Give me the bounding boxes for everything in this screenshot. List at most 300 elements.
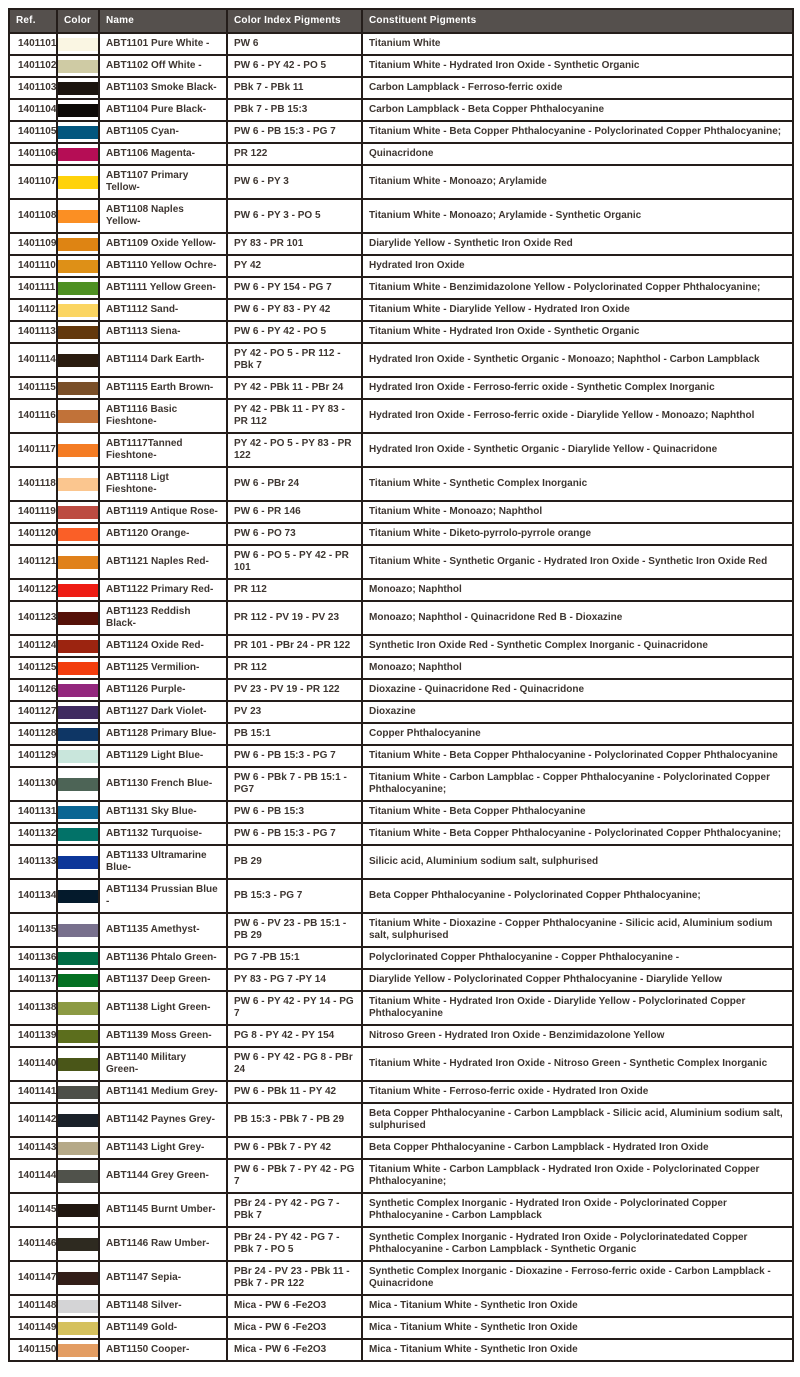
color-cell [57, 343, 99, 377]
table-row [9, 55, 793, 77]
paint-name: ABT1116 Basic Fieshtone- [99, 399, 227, 433]
paint-name: ABT1142 Paynes Grey- [99, 1103, 227, 1137]
color-index-pigments: PR 112 [227, 657, 362, 679]
color-index-pigments: PW 6 - PY 42 - PY 14 - PG 7 [227, 991, 362, 1025]
table-row [9, 165, 793, 199]
paint-name: ABT1111 Yellow Green- [99, 277, 227, 299]
color-swatch [58, 1238, 98, 1251]
constituent-pigments: Beta Copper Phthalocyanine - Carbon Lampblack - Silicic acid, Aluminium sodium salt, sulphurised [362, 1103, 793, 1137]
color-swatch [58, 354, 98, 367]
color-swatch [58, 556, 98, 569]
color-index-pigments: PW 6 - PY 83 - PY 42 [227, 299, 362, 321]
ref-value: 1401123 [9, 601, 57, 635]
color-swatch [58, 584, 98, 597]
color-index-pigments: PBr 24 - PV 23 - PBk 11 - PBk 7 - PR 122 [227, 1261, 362, 1295]
color-swatch [58, 506, 98, 519]
paint-name: ABT1138 Light Green- [99, 991, 227, 1025]
paint-name: ABT1139 Moss Green- [99, 1025, 227, 1047]
table-row [9, 1339, 793, 1361]
color-cell [57, 823, 99, 845]
color-swatch [58, 1204, 98, 1217]
color-cell [57, 969, 99, 991]
constituent-pigments: Dioxazine [362, 701, 793, 723]
table-row [9, 913, 793, 947]
table-row [9, 679, 793, 701]
constituent-pigments: Mica - Titanium White - Synthetic Iron Oxide [362, 1317, 793, 1339]
paint-name: ABT1143 Light Grey- [99, 1137, 227, 1159]
color-swatch [58, 260, 98, 273]
color-cell [57, 433, 99, 467]
color-swatch [58, 238, 98, 251]
table-row [9, 579, 793, 601]
table-row [9, 657, 793, 679]
paint-name: ABT1109 Oxide Yellow- [99, 233, 227, 255]
ref-value: 1401119 [9, 501, 57, 523]
table-row [9, 1081, 793, 1103]
color-cell [57, 801, 99, 823]
color-cell [57, 255, 99, 277]
paint-name: ABT1114 Dark Earth- [99, 343, 227, 377]
color-swatch [58, 148, 98, 161]
constituent-pigments: Mica - Titanium White - Synthetic Iron Oxide [362, 1295, 793, 1317]
constituent-pigments: Titanium White [362, 33, 793, 55]
constituent-pigments: Titanium White - Monoazo; Arylamide [362, 165, 793, 199]
paint-name: ABT1120 Orange- [99, 523, 227, 545]
constituent-pigments: Monoazo; Naphthol [362, 657, 793, 679]
constituent-pigments: Hydrated Iron Oxide [362, 255, 793, 277]
color-cell [57, 1339, 99, 1361]
paint-name: ABT1134 Prussian Blue - [99, 879, 227, 913]
table-row [9, 199, 793, 233]
paint-name: ABT1140 Military Green- [99, 1047, 227, 1081]
ref-value: 1401139 [9, 1025, 57, 1047]
table-row [9, 1103, 793, 1137]
ref-value: 1401121 [9, 545, 57, 579]
ref-value: 1401109 [9, 233, 57, 255]
color-index-pigments: PW 6 - PO 5 - PY 42 - PR 101 [227, 545, 362, 579]
color-swatch [58, 1142, 98, 1155]
color-index-pigments: PW 6 - PV 23 - PB 15:1 - PB 29 [227, 913, 362, 947]
color-swatch [58, 210, 98, 223]
table-row [9, 467, 793, 501]
ref-value: 1401118 [9, 467, 57, 501]
ref-value: 1401115 [9, 377, 57, 399]
constituent-pigments: Synthetic Complex Inorganic - Dioxazine - Ferroso-ferric oxide - Carbon Lampblack - Quinacridone [362, 1261, 793, 1295]
color-cell [57, 601, 99, 635]
paint-name: ABT1117Tanned Fieshtone- [99, 433, 227, 467]
color-index-pigments: PV 23 [227, 701, 362, 723]
color-index-pigments: PBr 24 - PY 42 - PG 7 - PBk 7 - PO 5 [227, 1227, 362, 1261]
color-swatch [58, 410, 98, 423]
constituent-pigments: Titanium White - Monoazo; Arylamide - Synthetic Organic [362, 199, 793, 233]
paint-name: ABT1150 Cooper- [99, 1339, 227, 1361]
paint-name: ABT1119 Antique Rose- [99, 501, 227, 523]
table-row [9, 433, 793, 467]
color-cell [57, 1317, 99, 1339]
color-index-pigments: PW 6 - PY 3 [227, 165, 362, 199]
color-index-pigments: PB 29 [227, 845, 362, 879]
color-index-pigments: PW 6 [227, 33, 362, 55]
ref-value: 1401134 [9, 879, 57, 913]
ref-value: 1401116 [9, 399, 57, 433]
color-swatch [58, 82, 98, 95]
constituent-pigments: Synthetic Iron Oxide Red - Synthetic Complex Inorganic - Quinacridone [362, 635, 793, 657]
color-cell [57, 991, 99, 1025]
color-swatch [58, 126, 98, 139]
paint-name: ABT1127 Dark Violet- [99, 701, 227, 723]
color-swatch [58, 304, 98, 317]
ref-value: 1401146 [9, 1227, 57, 1261]
color-index-pigments: PW 6 - PY 3 - PO 5 [227, 199, 362, 233]
color-index-pigments: PR 122 [227, 143, 362, 165]
color-swatch [58, 890, 98, 903]
paint-name: ABT1122 Primary Red- [99, 579, 227, 601]
color-swatch [58, 444, 98, 457]
color-index-pigments: PW 6 - PO 73 [227, 523, 362, 545]
color-cell [57, 299, 99, 321]
table-row [9, 299, 793, 321]
ref-value: 1401124 [9, 635, 57, 657]
color-cell [57, 879, 99, 913]
color-cell [57, 501, 99, 523]
ref-value: 1401144 [9, 1159, 57, 1193]
color-swatch [58, 528, 98, 541]
color-cell [57, 579, 99, 601]
color-index-pigments: PY 42 [227, 255, 362, 277]
ref-value: 1401108 [9, 199, 57, 233]
constituent-pigments: Nitroso Green - Hydrated Iron Oxide - Benzimidazolone Yellow [362, 1025, 793, 1047]
color-cell [57, 657, 99, 679]
table-row [9, 845, 793, 879]
ref-value: 1401114 [9, 343, 57, 377]
color-cell [57, 199, 99, 233]
color-index-pigments: PY 42 - PBk 11 - PBr 24 [227, 377, 362, 399]
constituent-pigments: Diarylide Yellow - Synthetic Iron Oxide Red [362, 233, 793, 255]
color-cell [57, 701, 99, 723]
color-swatch [58, 728, 98, 741]
color-swatch [58, 662, 98, 675]
table-row [9, 601, 793, 635]
color-index-pigments: Mica - PW 6 -Fe2O3 [227, 1317, 362, 1339]
constituent-pigments: Silicic acid, Aluminium sodium salt, sulphurised [362, 845, 793, 879]
color-index-pigments: PW 6 - PB 15:3 - PG 7 [227, 745, 362, 767]
paint-name: ABT1124 Oxide Red- [99, 635, 227, 657]
color-cell [57, 233, 99, 255]
constituent-pigments: Synthetic Complex Inorganic - Hydrated Iron Oxide - Polyclorinatedated Copper Phthalocyanine - Carbon Lampblack - Synthetic Organic [362, 1227, 793, 1261]
color-index-pigments: PW 6 - PY 154 - PG 7 [227, 277, 362, 299]
color-cell [57, 845, 99, 879]
table-header [9, 9, 793, 33]
header-color: Color [57, 9, 99, 33]
color-index-pigments: PW 6 - PY 42 - PO 5 [227, 321, 362, 343]
color-index-pigments: PR 112 [227, 579, 362, 601]
paint-name: ABT1148 Silver- [99, 1295, 227, 1317]
constituent-pigments: Synthetic Complex Inorganic - Hydrated Iron Oxide - Polyclorinated Copper Phthalocyanine - Carbon Lampblack [362, 1193, 793, 1227]
table-row [9, 1025, 793, 1047]
ref-value: 1401145 [9, 1193, 57, 1227]
constituent-pigments: Hydrated Iron Oxide - Ferroso-ferric oxide - Synthetic Complex Inorganic [362, 377, 793, 399]
pigment-table [8, 8, 794, 1362]
table-row [9, 723, 793, 745]
paint-name: ABT1132 Turquoise- [99, 823, 227, 845]
color-index-pigments: PV 23 - PV 19 - PR 122 [227, 679, 362, 701]
table-row [9, 99, 793, 121]
ref-value: 1401141 [9, 1081, 57, 1103]
color-swatch [58, 924, 98, 937]
color-cell [57, 1081, 99, 1103]
table-row [9, 991, 793, 1025]
paint-name: ABT1131 Sky Blue- [99, 801, 227, 823]
ref-value: 1401105 [9, 121, 57, 143]
color-cell [57, 1261, 99, 1295]
constituent-pigments: Titanium White - Synthetic Complex Inorganic [362, 467, 793, 501]
color-cell [57, 55, 99, 77]
table-row [9, 343, 793, 377]
constituent-pigments: Titanium White - Synthetic Organic - Hydrated Iron Oxide - Synthetic Iron Oxide Red [362, 545, 793, 579]
color-index-pigments: Mica - PW 6 -Fe2O3 [227, 1295, 362, 1317]
color-swatch [58, 1170, 98, 1183]
table-row [9, 33, 793, 55]
ref-value: 1401132 [9, 823, 57, 845]
paint-name: ABT1135 Amethyst- [99, 913, 227, 947]
paint-name: ABT1123 Reddish Black- [99, 601, 227, 635]
table-row [9, 1047, 793, 1081]
constituent-pigments: Titanium White - Monoazo; Naphthol [362, 501, 793, 523]
paint-name: ABT1115 Earth Brown- [99, 377, 227, 399]
paint-name: ABT1125 Vermilion- [99, 657, 227, 679]
table-row [9, 501, 793, 523]
color-index-pigments: PBk 7 - PB 15:3 [227, 99, 362, 121]
paint-name: ABT1137 Deep Green- [99, 969, 227, 991]
table-row [9, 745, 793, 767]
paint-name: ABT1107 Primary Tellow- [99, 165, 227, 199]
constituent-pigments: Titanium White - Beta Copper Phthalocyanine - Polyclorinated Copper Phthalocyanine; [362, 121, 793, 143]
color-swatch [58, 38, 98, 51]
ref-value: 1401147 [9, 1261, 57, 1295]
table-row [9, 1295, 793, 1317]
ref-value: 1401127 [9, 701, 57, 723]
ref-value: 1401112 [9, 299, 57, 321]
table-row [9, 1317, 793, 1339]
constituent-pigments: Diarylide Yellow - Polyclorinated Copper Phthalocyanine - Diarylide Yellow [362, 969, 793, 991]
color-index-pigments: PW 6 - PB 15:3 [227, 801, 362, 823]
constituent-pigments: Titanium White - Diketo-pyrrolo-pyrrole orange [362, 523, 793, 545]
table-row [9, 801, 793, 823]
color-index-pigments: PBr 24 - PY 42 - PG 7 - PBk 7 [227, 1193, 362, 1227]
constituent-pigments: Hydrated Iron Oxide - Ferroso-ferric oxide - Diarylide Yellow - Monoazo; Naphthol [362, 399, 793, 433]
table-row [9, 767, 793, 801]
ref-value: 1401131 [9, 801, 57, 823]
color-index-pigments: PR 101 - PBr 24 - PR 122 [227, 635, 362, 657]
header-name: Name [99, 9, 227, 33]
table-row [9, 947, 793, 969]
paint-name: ABT1110 Yellow Ochre- [99, 255, 227, 277]
constituent-pigments: Beta Copper Phthalocyanine - Carbon Lampblack - Hydrated Iron Oxide [362, 1137, 793, 1159]
color-index-pigments: PW 6 - PY 42 - PO 5 [227, 55, 362, 77]
color-cell [57, 467, 99, 501]
color-cell [57, 723, 99, 745]
color-swatch [58, 1344, 98, 1357]
constituent-pigments: Beta Copper Phthalocyanine - Polyclorinated Copper Phthalocyanine; [362, 879, 793, 913]
color-swatch [58, 1030, 98, 1043]
color-cell [57, 545, 99, 579]
color-cell [57, 99, 99, 121]
color-cell [57, 523, 99, 545]
color-cell [57, 1159, 99, 1193]
color-swatch [58, 60, 98, 73]
ref-value: 1401138 [9, 991, 57, 1025]
color-cell [57, 947, 99, 969]
table-body [9, 33, 793, 1361]
constituent-pigments: Titanium White - Benzimidazolone Yellow - Polyclorinated Copper Phthalocyanine; [362, 277, 793, 299]
table-row [9, 1227, 793, 1261]
ref-value: 1401133 [9, 845, 57, 879]
color-index-pigments: PW 6 - PBk 11 - PY 42 [227, 1081, 362, 1103]
ref-value: 1401136 [9, 947, 57, 969]
color-cell [57, 77, 99, 99]
table-row [9, 823, 793, 845]
color-swatch [58, 828, 98, 841]
paint-name: ABT1126 Purple- [99, 679, 227, 701]
ref-value: 1401117 [9, 433, 57, 467]
table-row [9, 635, 793, 657]
paint-name: ABT1149 Gold- [99, 1317, 227, 1339]
constituent-pigments: Titanium White - Carbon Lampblac - Copper Phthalocyanine - Polyclorinated Copper Phthalocyanine; [362, 767, 793, 801]
paint-name: ABT1141 Medium Grey- [99, 1081, 227, 1103]
color-swatch [58, 1002, 98, 1015]
paint-name: ABT1102 Off White - [99, 55, 227, 77]
color-index-pigments: PY 83 - PG 7 -PY 14 [227, 969, 362, 991]
color-swatch [58, 974, 98, 987]
color-index-pigments: PY 83 - PR 101 [227, 233, 362, 255]
table-row [9, 277, 793, 299]
color-cell [57, 1295, 99, 1317]
constituent-pigments: Carbon Lampblack - Beta Copper Phthalocyanine [362, 99, 793, 121]
table-row [9, 233, 793, 255]
table-row [9, 879, 793, 913]
color-swatch [58, 1058, 98, 1071]
paint-name: ABT1133 Ultramarine Blue- [99, 845, 227, 879]
header-row [9, 9, 793, 33]
color-swatch [58, 640, 98, 653]
constituent-pigments: Titanium White - Hydrated Iron Oxide - Nitroso Green - Synthetic Complex Inorganic [362, 1047, 793, 1081]
ref-value: 1401129 [9, 745, 57, 767]
color-index-pigments: PW 6 - PBr 24 [227, 467, 362, 501]
constituent-pigments: Copper Phthalocyanine [362, 723, 793, 745]
color-swatch [58, 104, 98, 117]
paint-name: ABT1147 Sepia- [99, 1261, 227, 1295]
color-swatch [58, 952, 98, 965]
color-index-pigments: PY 42 - PO 5 - PR 112 - PBk 7 [227, 343, 362, 377]
ref-value: 1401128 [9, 723, 57, 745]
color-index-pigments: PY 42 - PBk 11 - PY 83 - PR 112 [227, 399, 362, 433]
color-swatch [58, 750, 98, 763]
color-cell [57, 1025, 99, 1047]
color-swatch [58, 706, 98, 719]
paint-name: ABT1144 Grey Green- [99, 1159, 227, 1193]
table-row [9, 701, 793, 723]
color-index-pigments: PB 15:3 - PBk 7 - PB 29 [227, 1103, 362, 1137]
color-index-pigments: PB 15:3 - PG 7 [227, 879, 362, 913]
ref-value: 1401125 [9, 657, 57, 679]
constituent-pigments: Titanium White - Beta Copper Phthalocyanine [362, 801, 793, 823]
constituent-pigments: Hydrated Iron Oxide - Synthetic Organic - Diarylide Yellow - Quinacridone [362, 433, 793, 467]
paint-name: ABT1101 Pure White - [99, 33, 227, 55]
ref-value: 1401106 [9, 143, 57, 165]
constituent-pigments: Titanium White - Diarylide Yellow - Hydrated Iron Oxide [362, 299, 793, 321]
ref-value: 1401126 [9, 679, 57, 701]
ref-value: 1401103 [9, 77, 57, 99]
color-swatch [58, 612, 98, 625]
table-row [9, 143, 793, 165]
ref-value: 1401102 [9, 55, 57, 77]
color-cell [57, 121, 99, 143]
paint-name: ABT1118 Ligt Fieshtone- [99, 467, 227, 501]
color-index-pigments: PB 15:1 [227, 723, 362, 745]
constituent-pigments: Titanium White - Hydrated Iron Oxide - Synthetic Organic [362, 55, 793, 77]
header-constituent-pigments: Constituent Pigments [362, 9, 793, 33]
paint-name: ABT1136 Phtalo Green- [99, 947, 227, 969]
color-swatch [58, 1322, 98, 1335]
ref-value: 1401143 [9, 1137, 57, 1159]
ref-value: 1401140 [9, 1047, 57, 1081]
ref-value: 1401120 [9, 523, 57, 545]
paint-name: ABT1105 Cyan- [99, 121, 227, 143]
header-color-index-pigments: Color Index Pigments [227, 9, 362, 33]
paint-name: ABT1108 Naples Yellow- [99, 199, 227, 233]
paint-name: ABT1129 Light Blue- [99, 745, 227, 767]
color-swatch [58, 1272, 98, 1285]
color-cell [57, 1193, 99, 1227]
color-swatch [58, 282, 98, 295]
color-cell [57, 1227, 99, 1261]
color-cell [57, 33, 99, 55]
paint-name: ABT1145 Burnt Umber- [99, 1193, 227, 1227]
constituent-pigments: Titanium White - Beta Copper Phthalocyanine - Polyclorinated Copper Phthalocyanine [362, 745, 793, 767]
table-row [9, 1261, 793, 1295]
color-swatch [58, 382, 98, 395]
color-cell [57, 165, 99, 199]
color-cell [57, 399, 99, 433]
color-cell [57, 635, 99, 657]
table-row [9, 545, 793, 579]
ref-value: 1401110 [9, 255, 57, 277]
color-swatch [58, 856, 98, 869]
color-index-pigments: PR 112 - PV 19 - PV 23 [227, 601, 362, 635]
table-row [9, 399, 793, 433]
color-index-pigments: PW 6 - PBk 7 - PB 15:1 - PG7 [227, 767, 362, 801]
paint-name: ABT1146 Raw Umber- [99, 1227, 227, 1261]
table-row [9, 1159, 793, 1193]
constituent-pigments: Titanium White - Hydrated Iron Oxide - Synthetic Organic [362, 321, 793, 343]
color-index-pigments: PW 6 - PR 146 [227, 501, 362, 523]
constituent-pigments: Quinacridone [362, 143, 793, 165]
ref-value: 1401107 [9, 165, 57, 199]
paint-name: ABT1112 Sand- [99, 299, 227, 321]
ref-value: 1401137 [9, 969, 57, 991]
constituent-pigments: Monoazo; Naphthol [362, 579, 793, 601]
table-row [9, 377, 793, 399]
color-index-pigments: PW 6 - PB 15:3 - PG 7 [227, 121, 362, 143]
color-index-pigments: PW 6 - PBk 7 - PY 42 - PG 7 [227, 1159, 362, 1193]
ref-value: 1401135 [9, 913, 57, 947]
color-swatch [58, 1114, 98, 1127]
color-cell [57, 679, 99, 701]
ref-value: 1401148 [9, 1295, 57, 1317]
color-cell [57, 1047, 99, 1081]
color-index-pigments: PW 6 - PB 15:3 - PG 7 [227, 823, 362, 845]
header-ref: Ref. [9, 9, 57, 33]
